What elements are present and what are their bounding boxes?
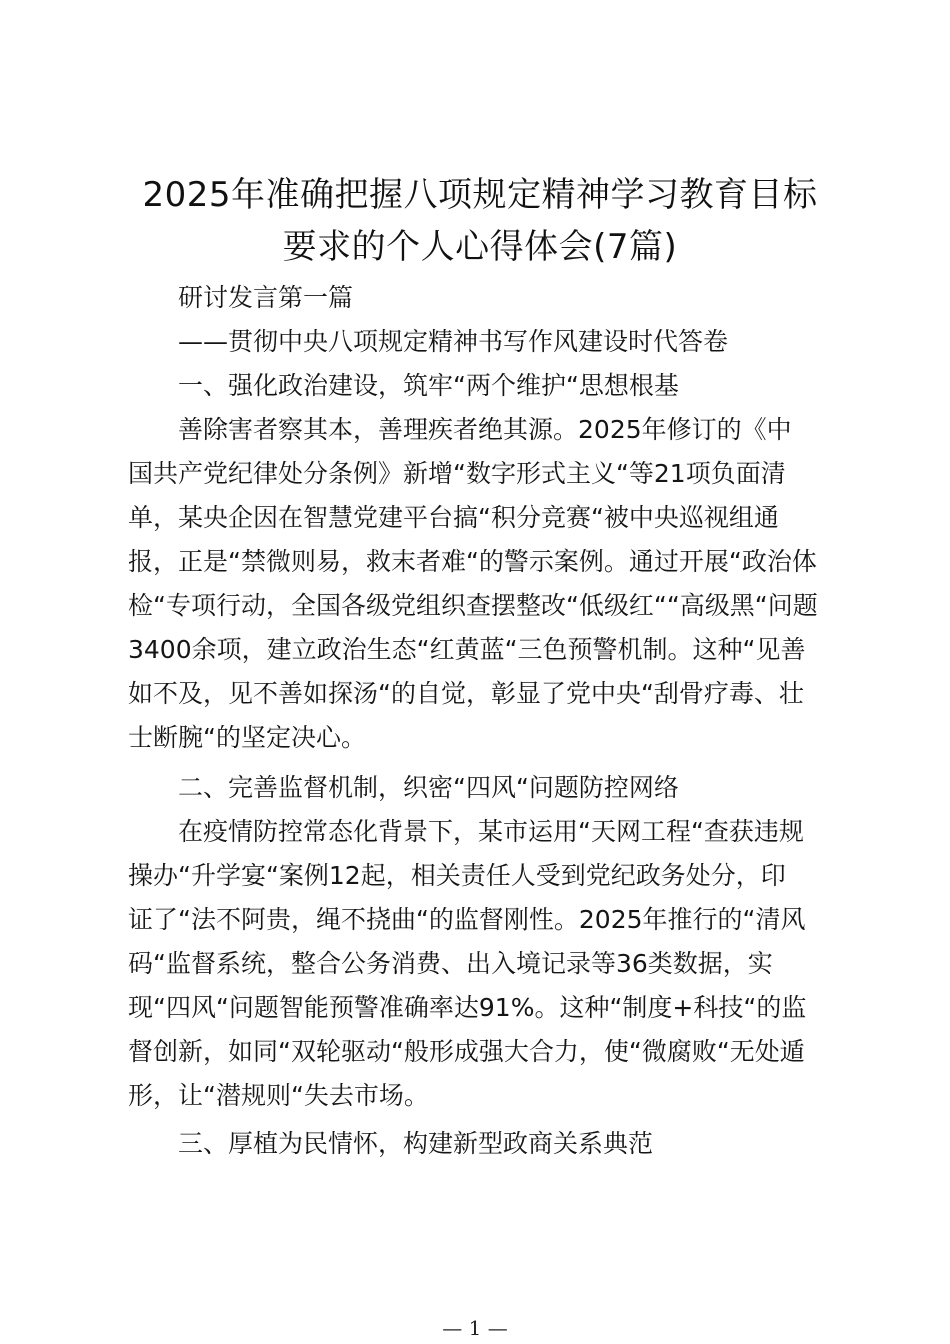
document-title-line-2: 要求的个人心得体会(7篇): [282, 227, 678, 267]
paragraph-one-line: 善除害者察其本，善理疾者绝其源。2025年修订的《中: [178, 415, 792, 444]
document-title-line-1: 2025年准确把握八项规定精神学习教育目标: [142, 175, 818, 215]
paragraph-two-line: 操办“升学宴“案例12起，相关责任人受到党纪政务处分，印: [128, 861, 786, 890]
page-number: — 1 —: [442, 1316, 508, 1340]
paragraph-two-line: 在疫情防控常态化背景下，某市运用“天网工程“查获违规: [178, 817, 804, 846]
section-label: 研讨发言第一篇: [178, 283, 354, 312]
paragraph-two-line: 督创新，如同“双轮驱动“般形成强大合力，使“微腐败“无处遁: [128, 1037, 805, 1066]
heading-two: 二、完善监督机制，织密“四风“问题防控网络: [178, 773, 679, 802]
paragraph-one-line: 单，某央企因在智慧党建平台搞“积分竞赛“被中央巡视组通: [128, 503, 779, 532]
heading-one: 一、强化政治建设，筑牢“两个维护“思想根基: [178, 371, 679, 400]
paragraph-one-line: 士断腕“的坚定决心。: [128, 723, 366, 752]
heading-three: 三、厚植为民情怀，构建新型政商关系典范: [178, 1129, 654, 1158]
paragraph-two-line: 证了“法不阿贵，绳不挠曲“的监督刚性。2025年推行的“清风: [128, 905, 806, 934]
paragraph-two-line: 码“监督系统，整合公务消费、出入境记录等36类数据，实: [128, 949, 773, 978]
paragraph-one-line: 检“专项行动，全国各级党组织查摆整改“低级红““高级黑“问题: [128, 591, 818, 620]
paragraph-one-line: 国共产党纪律处分条例》新增“数字形式主义“等21项负面清: [128, 459, 786, 488]
paragraph-two-line: 形，让“潜规则“失去市场。: [128, 1081, 429, 1110]
paragraph-one-line: 报，正是“禁微则易，救末者难“的警示案例。通过开展“政治体: [128, 547, 817, 576]
paragraph-one-line: 如不及，见不善如探汤“的自觉，彰显了党中央“刮骨疗毒、壮: [128, 679, 804, 708]
article-subtitle: ——贯彻中央八项规定精神书写作风建设时代答卷: [178, 327, 729, 356]
paragraph-two-line: 现“四风“问题智能预警准确率达91%。这种“制度+科技“的监: [128, 993, 807, 1022]
paragraph-one-line: 3400余项，建立政治生态“红黄蓝“三色预警机制。这种“见善: [128, 635, 806, 664]
